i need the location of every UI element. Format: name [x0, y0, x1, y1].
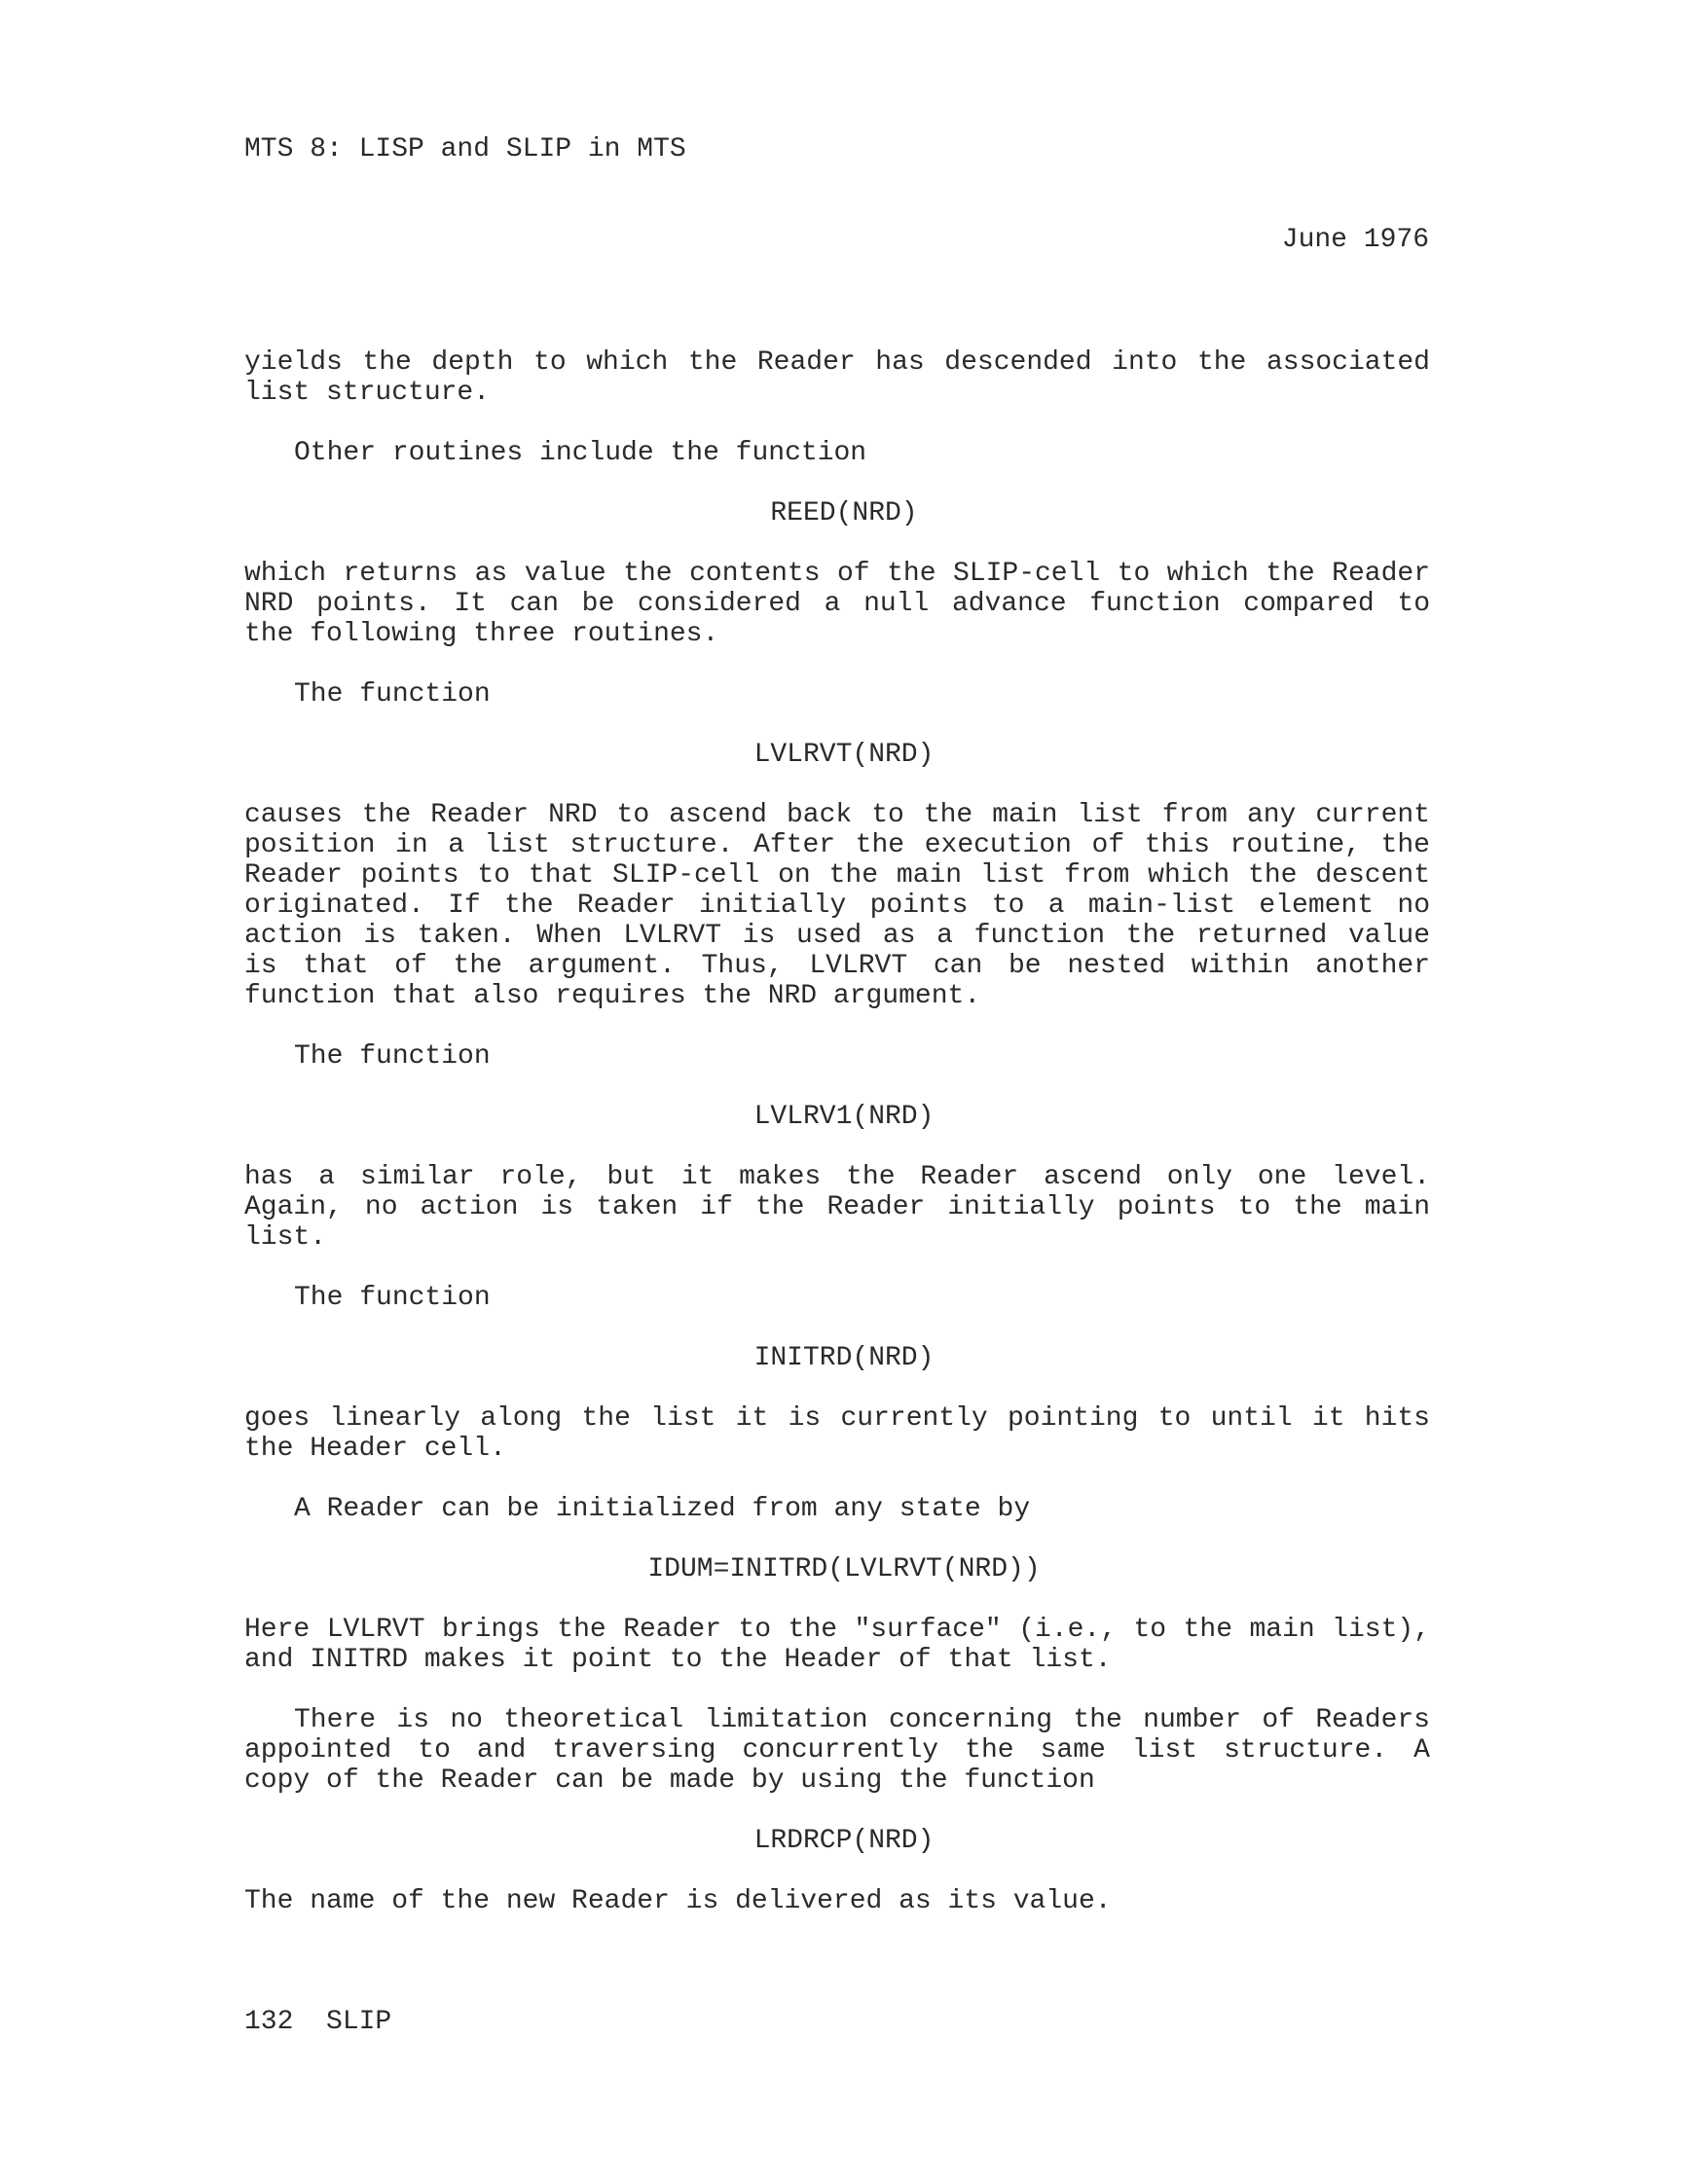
text-line: list.: [244, 1222, 327, 1253]
text-line: Reader points to that SLIP-cell on the main list from which the descent: [244, 860, 1430, 891]
text-line: and INITRD makes it point to the Header of that list.: [244, 1645, 1112, 1675]
text-line: list structure.: [244, 378, 491, 408]
text-line: copy of the Reader can be made by using the function: [244, 1765, 1095, 1796]
paragraph-no-limitation: [244, 1705, 1430, 1796]
code-initrd: INITRD(NRD): [753, 1343, 935, 1373]
paragraph-reader-init: A Reader can be initialized from any state by: [294, 1494, 1031, 1524]
text-line: has a similar role, but it makes the Reader ascend only one level.: [244, 1162, 1430, 1192]
text-line: the following three routines.: [244, 619, 719, 649]
paragraph-other-routines: Other routines include the function: [294, 438, 867, 468]
code-idum-initrd: IDUM=INITRD(LVLRVT(NRD)): [647, 1554, 1041, 1584]
text-line: yields the depth to which the Reader has descended into the associated: [244, 347, 1430, 378]
paragraph-depth: [244, 347, 1430, 408]
running-header-title: MTS 8: LISP and SLIP in MTS: [244, 134, 686, 164]
paragraph-reed-description: [244, 559, 1430, 649]
code-reed: REED(NRD): [770, 498, 918, 528]
text-line: appointed to and traversing concurrently the same list structure. A: [244, 1735, 1430, 1765]
code-lrdrcp: LRDRCP(NRD): [753, 1826, 935, 1856]
text-line: causes the Reader NRD to ascend back to the main list from any current: [244, 800, 1430, 830]
paragraph-lvlrvt-description: [244, 800, 1430, 1011]
paragraph-the-function-2: The function: [294, 1041, 491, 1072]
paragraph-initrd-description: [244, 1403, 1430, 1464]
paragraph-new-reader: The name of the new Reader is delivered as its value.: [244, 1886, 1112, 1916]
text-line: the Header cell.: [244, 1434, 506, 1464]
code-lvlrvt: LVLRVT(NRD): [753, 740, 935, 770]
text-line: is that of the argument. Thus, LVLRVT can be nested within another: [244, 951, 1430, 981]
text-line: which returns as value the contents of the SLIP-cell to which the Reader: [244, 559, 1430, 589]
page-footer: 132 SLIP: [244, 2007, 392, 2037]
text-line: Here LVLRVT brings the Reader to the "surface" (i.e., to the main list),: [244, 1615, 1430, 1645]
text-line: function that also requires the NRD argument.: [244, 981, 981, 1011]
paragraph-the-function-3: The function: [294, 1283, 491, 1313]
text-line: Again, no action is taken if the Reader initially points to the main: [244, 1192, 1430, 1222]
text-line: There is no theoretical limitation concerning the number of Readers: [294, 1705, 1430, 1735]
code-lvlrv1: LVLRV1(NRD): [753, 1102, 935, 1132]
paragraph-lvlrv1-description: [244, 1162, 1430, 1253]
paragraph-surface: [244, 1615, 1430, 1675]
paragraph-the-function-1: The function: [294, 679, 491, 710]
running-header-date: June 1976: [1281, 225, 1429, 255]
text-line: position in a list structure. After the execution of this routine, the: [244, 830, 1430, 860]
text-line: NRD points. It can be considered a null advance function compared to: [244, 589, 1430, 619]
text-line: originated. If the Reader initially points to a main-list element no: [244, 891, 1430, 921]
text-line: goes linearly along the list it is currently pointing to until it hits: [244, 1403, 1430, 1434]
text-line: action is taken. When LVLRVT is used as a function the returned value: [244, 921, 1430, 951]
